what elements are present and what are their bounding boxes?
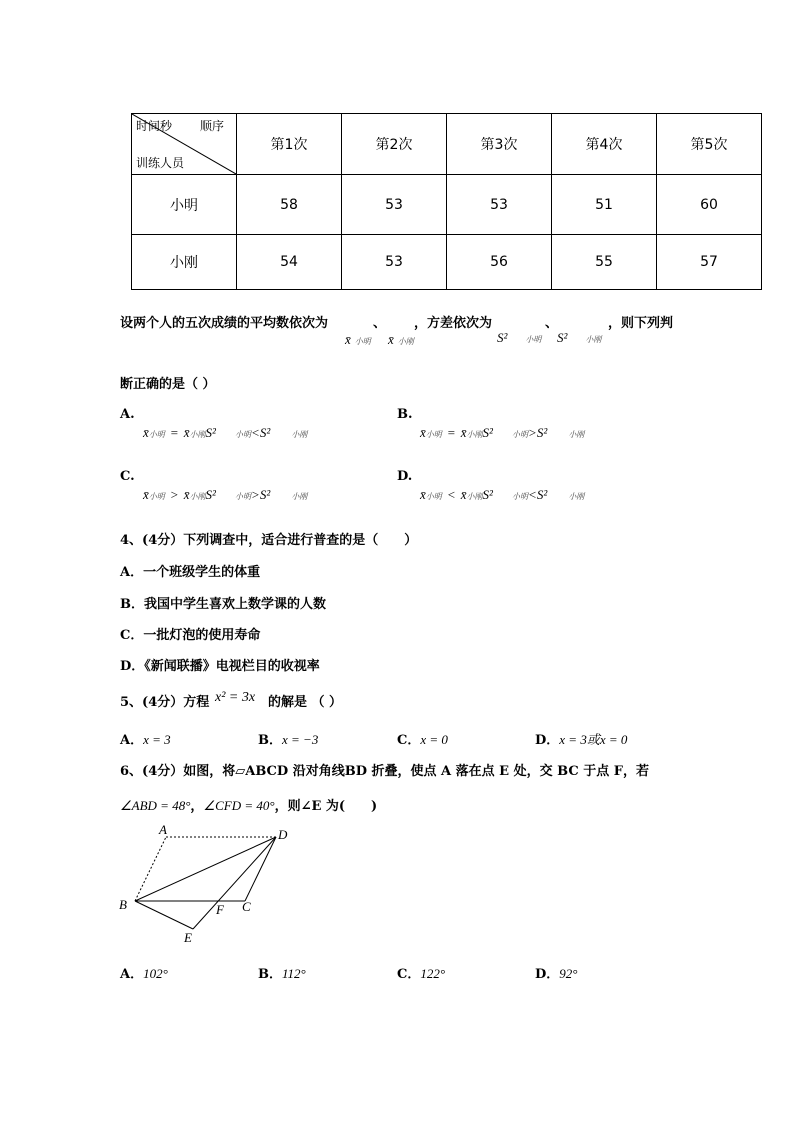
table-cell: 57	[657, 235, 762, 290]
xbar-symbol: x̄	[143, 425, 149, 440]
subscript-gang: 小刚	[585, 335, 602, 344]
table-row	[132, 175, 762, 235]
subscript-gang: 小刚	[568, 430, 585, 439]
point-label-b: B	[119, 897, 127, 912]
operator: >	[251, 487, 260, 502]
q6-option-d	[535, 963, 577, 982]
q3-mean-ming	[345, 329, 371, 348]
q5-option-d	[535, 729, 627, 748]
table-cell: 53	[342, 175, 447, 235]
operator: =	[446, 425, 456, 440]
option-value: 92°	[559, 966, 578, 981]
operator: <	[446, 487, 456, 502]
q3-var-gang	[557, 327, 601, 346]
q3-option-b-label: B.	[397, 407, 413, 422]
q3-sep-1: 、	[373, 316, 387, 331]
subscript-gang: 小刚	[568, 492, 585, 501]
q6-stem-end: ，则∠E 为( )	[274, 799, 378, 814]
table-header-row	[132, 114, 762, 175]
subscript-ming: 小明	[512, 492, 529, 501]
q6-option-c	[397, 963, 445, 982]
q3-stem-c: ，则下列判	[608, 316, 674, 331]
corner-label-order: 顺序	[200, 119, 225, 133]
subscript-ming: 小明	[235, 430, 252, 439]
subscript-gang: 小刚	[291, 492, 308, 501]
q5-option-b	[258, 729, 318, 748]
subscript-ming: 小明	[148, 492, 165, 501]
option-value: 122°	[420, 966, 446, 981]
separator: ，	[190, 799, 204, 814]
table-cell: 53	[447, 175, 552, 235]
q5-stem-b: 的解是 （ ）	[268, 695, 343, 710]
edge-dc	[245, 837, 276, 901]
xbar-symbol: x̄	[183, 425, 190, 440]
operator: <	[528, 487, 537, 502]
subscript-gang: 小刚	[291, 430, 308, 439]
q3-option-c-math	[143, 484, 307, 503]
xbar-symbol: x̄	[183, 487, 190, 502]
xbar-symbol: x̄	[420, 487, 426, 502]
s2-symbol: S²	[205, 487, 216, 502]
q3-stem-d: 断正确的是（ ）	[120, 377, 216, 392]
subscript-gang: 小刚	[189, 430, 206, 439]
corner-label-person: 训练人员	[136, 156, 185, 170]
option-label: B．	[258, 967, 282, 982]
table-row-name: 小刚	[132, 235, 237, 290]
option-label: B．	[258, 733, 282, 748]
operator: <	[251, 425, 260, 440]
table-cell: 51	[552, 175, 657, 235]
point-label-d: D	[278, 827, 288, 842]
q6-stem-line1: 6、(4分）如图，将▱ABCD 沿对角线BD 折叠，使点 A 落在点 E 处，交 BC 于点 F，若	[120, 764, 649, 779]
subscript-ming: 小明	[425, 492, 442, 501]
table-cell: 56	[447, 235, 552, 290]
table-corner-cell	[132, 114, 237, 175]
point-label-c: C	[242, 899, 251, 914]
s2-symbol: S²	[259, 425, 271, 440]
q3-stem-b: ，方差依次为	[414, 316, 493, 331]
subscript-ming: 小明	[425, 430, 442, 439]
s2-symbol: S²	[482, 425, 493, 440]
xbar-symbol: x̄	[345, 332, 351, 347]
table-cell: 55	[552, 235, 657, 290]
s2-symbol: S²	[536, 425, 548, 440]
point-label-f: F	[216, 902, 224, 917]
condition-abd: ∠ABD = 48°	[120, 798, 191, 813]
q3-mean-gang	[388, 329, 414, 348]
option-label: A．	[120, 733, 144, 748]
table-row-name: 小明	[132, 175, 237, 235]
edge-be	[135, 901, 193, 929]
edge-ed	[193, 837, 276, 929]
option-math: x = 3或x = 0	[559, 732, 628, 747]
point-label-e: E	[184, 930, 192, 945]
option-label: D．	[535, 733, 560, 748]
point-label-a: A	[159, 822, 167, 837]
q3-option-a-label: A.	[120, 407, 135, 422]
table-header-cell: 第3次	[447, 114, 552, 175]
edge-ba	[135, 837, 166, 901]
s2-symbol: S²	[497, 330, 508, 345]
xbar-symbol: x̄	[420, 425, 426, 440]
q3-option-b-math	[420, 422, 584, 441]
option-math: x = −3	[282, 732, 319, 747]
q4-option-b: B．我国中学生喜欢上数学课的人数	[120, 597, 326, 612]
xbar-symbol: x̄	[388, 332, 394, 347]
subscript-gang: 小刚	[397, 337, 414, 346]
subscript-gang: 小刚	[189, 492, 206, 501]
subscript-ming: 小明	[512, 430, 529, 439]
s2-symbol: S²	[536, 487, 548, 502]
subscript-gang: 小刚	[466, 492, 483, 501]
q3-sep-2: 、	[545, 316, 559, 331]
q3-option-a-math	[143, 422, 307, 441]
subscript-ming: 小明	[235, 492, 252, 501]
q5-option-a	[120, 729, 171, 748]
q3-var-ming	[497, 327, 541, 346]
xbar-symbol: x̄	[460, 425, 467, 440]
option-value: 112°	[282, 966, 306, 981]
condition-cfd: ∠CFD = 40°	[203, 798, 275, 813]
table-header-cell: 第5次	[657, 114, 762, 175]
table-row	[132, 235, 762, 290]
q3-option-d-math	[420, 484, 584, 503]
xbar-symbol: x̄	[460, 487, 467, 502]
subscript-gang: 小刚	[466, 430, 483, 439]
table-header-cell: 第1次	[237, 114, 342, 175]
q5-equation: x² = 3x	[215, 690, 256, 705]
q6-option-a	[120, 963, 168, 982]
s2-symbol: S²	[557, 330, 568, 345]
xbar-symbol: x̄	[143, 487, 149, 502]
option-label: A．	[120, 967, 144, 982]
q6-option-b	[258, 963, 306, 982]
option-math: x = 3	[143, 732, 171, 747]
option-math: x = 0	[420, 732, 448, 747]
q4-option-d: D．《新闻联播》电视栏目的收视率	[120, 659, 320, 674]
option-label: C．	[397, 733, 421, 748]
subscript-ming: 小明	[354, 337, 371, 346]
option-label: C．	[397, 967, 421, 982]
s2-symbol: S²	[259, 487, 271, 502]
q3-option-c-label: C.	[120, 469, 135, 484]
operator: >	[528, 425, 537, 440]
operator: =	[169, 425, 179, 440]
q5-option-c	[397, 729, 448, 748]
corner-label-time: 时间秒	[136, 119, 173, 133]
option-label: D．	[535, 967, 560, 982]
subscript-ming: 小明	[525, 335, 542, 344]
option-value: 102°	[143, 966, 168, 981]
score-table	[131, 113, 762, 290]
table-cell: 60	[657, 175, 762, 235]
diagonal-bd	[135, 837, 276, 901]
q6-stem-line2	[120, 795, 377, 814]
s2-symbol: S²	[205, 425, 216, 440]
q3-option-d-label: D.	[397, 469, 413, 484]
parallelogram-fold-figure	[115, 822, 295, 947]
table-cell: 58	[237, 175, 342, 235]
q5-stem-a: 5、(4分）方程	[120, 695, 210, 710]
operator: >	[169, 487, 179, 502]
table-cell: 53	[342, 235, 447, 290]
table-header-cell: 第4次	[552, 114, 657, 175]
q3-stem-a: 设两个人的五次成绩的平均数依次为	[120, 316, 329, 331]
table-cell: 54	[237, 235, 342, 290]
q4-option-a: A．一个班级学生的体重	[120, 565, 261, 580]
subscript-ming: 小明	[148, 430, 165, 439]
s2-symbol: S²	[482, 487, 493, 502]
q4-stem: 4、(4分）下列调查中，适合进行普查的是（ ）	[120, 533, 418, 548]
q4-option-c: C．一批灯泡的使用寿命	[120, 628, 261, 643]
table-header-cell: 第2次	[342, 114, 447, 175]
